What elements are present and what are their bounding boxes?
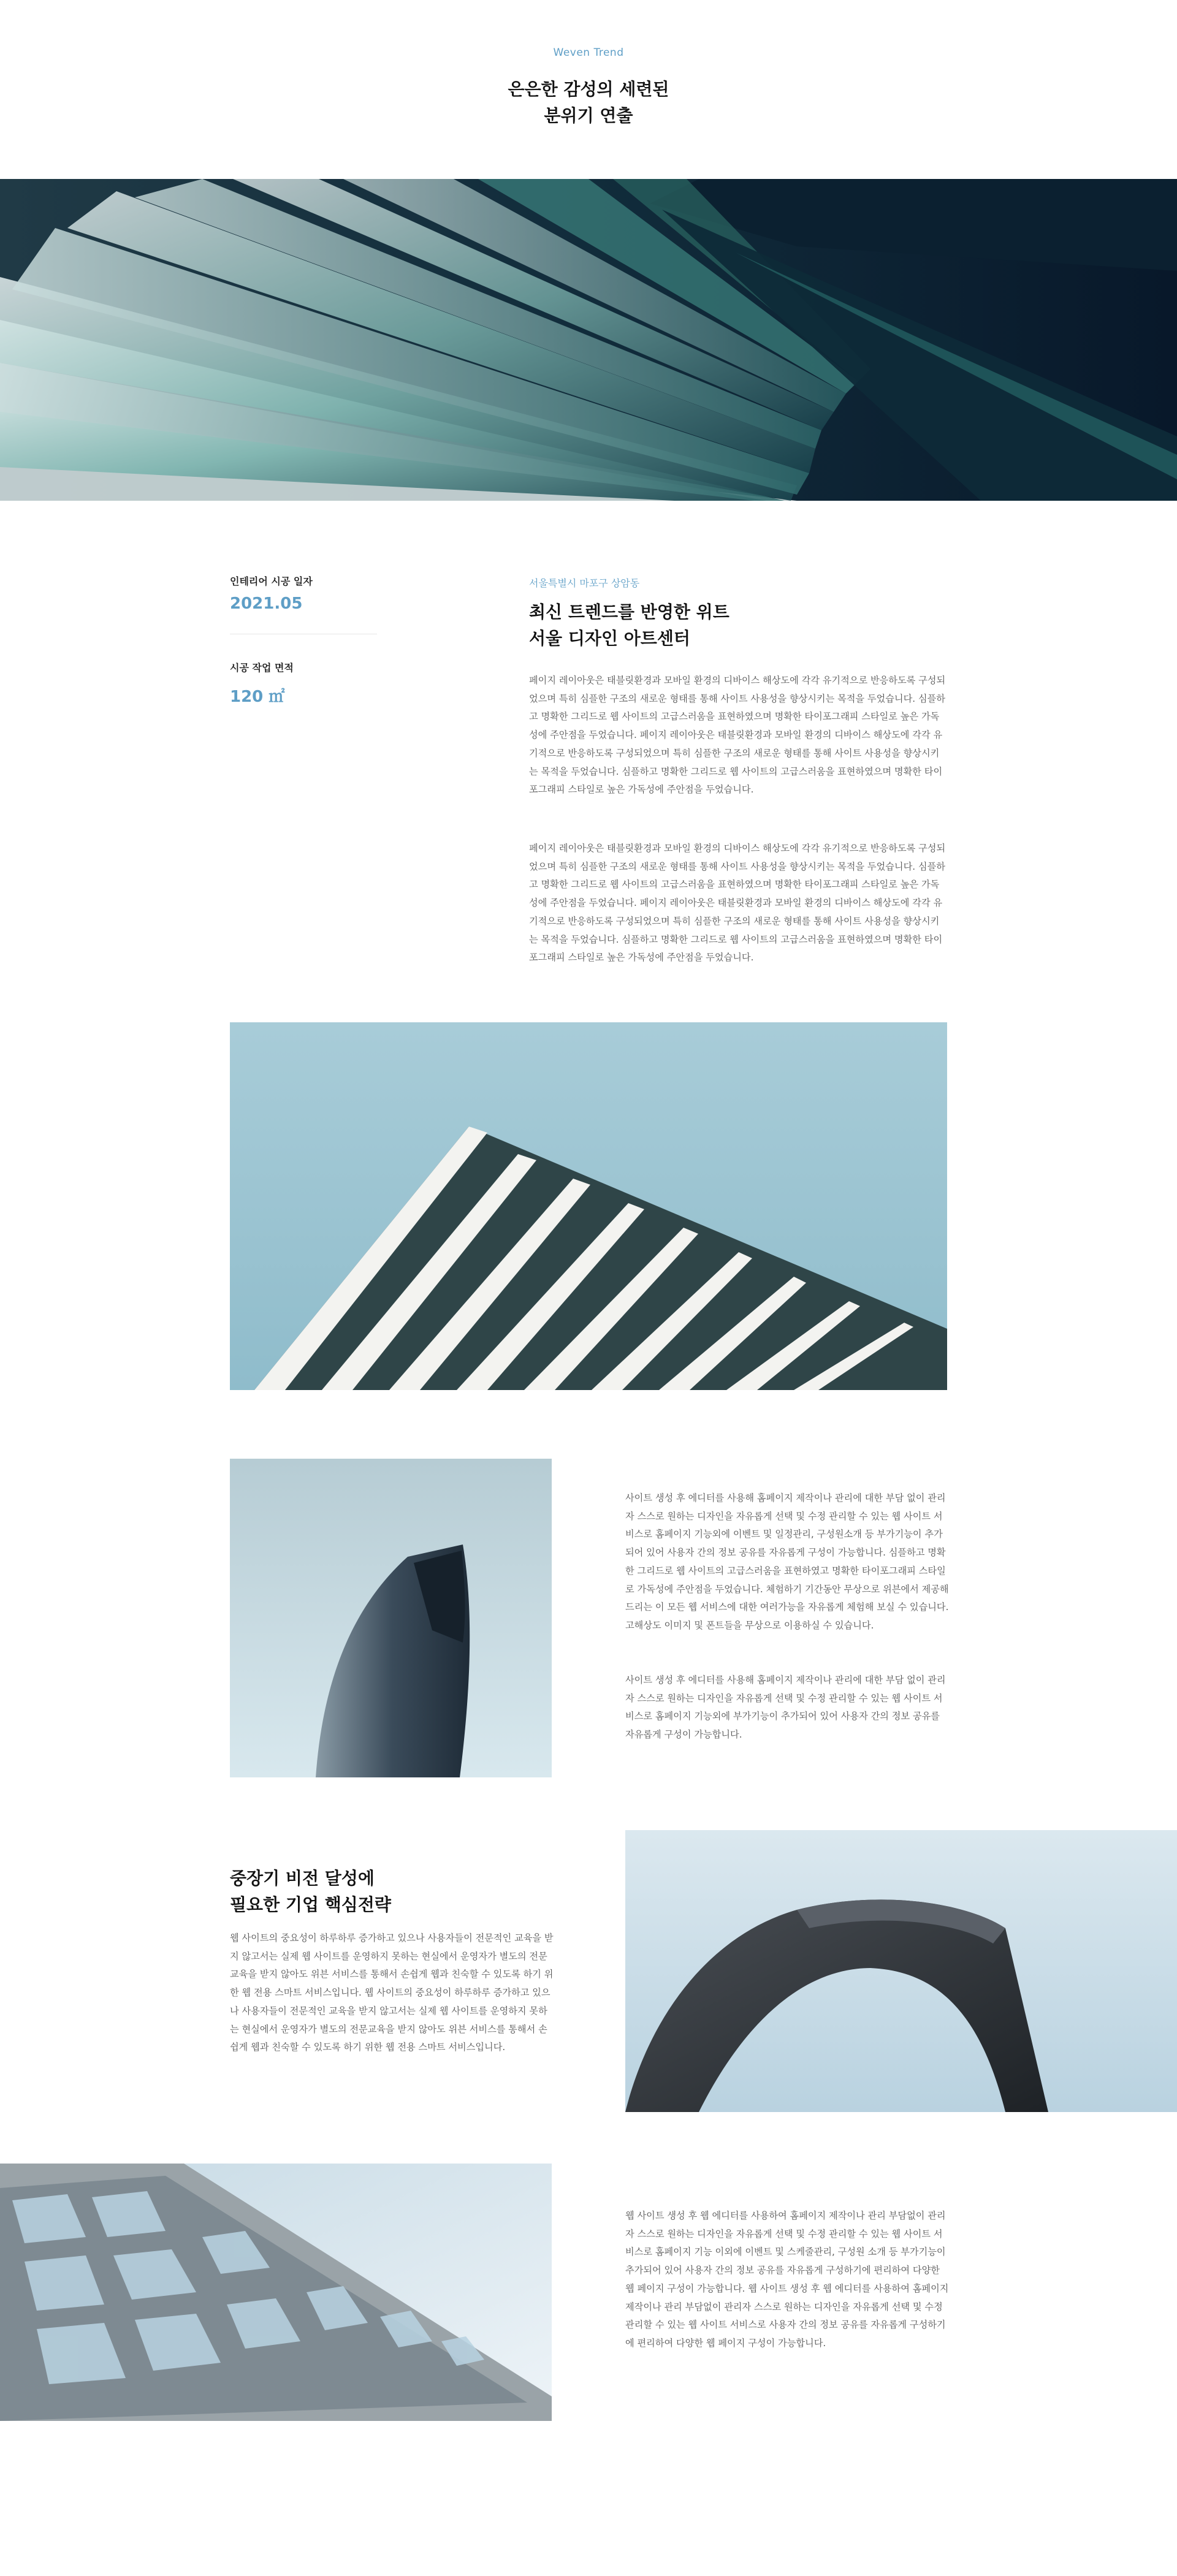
- project-location: 서울특별시 마포구 상암동: [529, 577, 640, 589]
- building-facade-image: [230, 1022, 947, 1390]
- vision-title-line1: 중장기 비전 달성에: [230, 1868, 375, 1888]
- vision-title-line2: 필요한 기업 핵심전략: [230, 1894, 391, 1915]
- page-title-line1: 은은한 감성의 세련된: [508, 79, 669, 99]
- project-description-1: 페이지 레이아웃은 태블릿환경과 모바일 환경의 디바이스 해상도에 각각 유기적으로 반응하도록 구성되었으며 특히 심플한 구조의 새로운 형태를 통해 사이트 사용성을 향상시키는 목적을 두었습니다. 심플하고 명확한 그리드로 웹 사이트의 고급스러움을 표현하였으며 명확한 타이포그래피 스타일로 높은 가독성에 주안점을 두었습니다. 페이지 레이아웃은 태블릿환경과 모바일 환경의 디바이스 해상도에 각각 유기적으로 반응하도록 구성되었으며 특히 심플한 구조의 새로운 형태를 통해 사이트 사용성을 향상시키는 목적을 두었습니다. 심플하고 명확한 그리드로 웹 사이트의 고급스러움을 표현하였으며 명확한 타이포그래피 스타일로 높은 가독성에 주안점을 두었습니다.: [529, 675, 946, 796]
- construction-date-label: 인테리어 시공 일자: [230, 576, 313, 587]
- project-title-line2: 서울 디자인 아트센터: [529, 628, 690, 648]
- project-title-line1: 최신 트렌드를 반영한 위트: [529, 602, 729, 622]
- construction-area-label: 시공 작업 면적: [230, 662, 294, 674]
- project-description-2: 페이지 레이아웃은 태블릿환경과 모바일 환경의 디바이스 해상도에 각각 유기적으로 반응하도록 구성되었으며 특히 심플한 구조의 새로운 형태를 통해 사이트 사용성을 향상시키는 목적을 두었습니다. 심플하고 명확한 그리드로 웹 사이트의 고급스러움을 표현하였으며 명확한 타이포그래피 스타일로 높은 가독성에 주안점을 두었습니다. 페이지 레이아웃은 태블릿환경과 모바일 환경의 디바이스 해상도에 각각 유기적으로 반응하도록 구성되었으며 특히 심플한 구조의 새로운 형태를 통해 사이트 사용성을 향상시키는 목적을 두었습니다. 심플하고 명확한 그리드로 웹 사이트의 고급스러움을 표현하였으며 명확한 타이포그래피 스타일로 높은 가독성에 주안점을 두었습니다.: [529, 843, 946, 963]
- construction-area-value: 120 ㎡: [230, 688, 285, 706]
- tower-image: [230, 1459, 552, 1777]
- vision-description: 웹 사이트의 중요성이 하루하루 증가하고 있으나 사용자들이 전문적인 교육을 받지 않고서는 실제 웹 사이트를 운영하지 못하는 현실에서 운영자가 별도의 전문교육을 받지 않아도 위븐 서비스를 통해서 손쉽게 웹과 친숙할 수 있도록 하기 위한 웹 전용 스마트 서비스입니다. 웹 사이트의 중요성이 하루하루 증가하고 있으나 사용자들이 전문적인 교육을 받지 않고서는 실제 웹 사이트를 운영하지 못하는 현실에서 운영자가 별도의 전문교육을 받지 않아도 위븐 서비스를 통해서 손쉽게 웹과 친숙할 수 있도록 하기 위한 웹 전용 스마트 서비스입니다.: [230, 1932, 554, 2053]
- tower-description-1: 사이트 생성 후 에디터를 사용해 홈페이지 제작이나 관리에 대한 부담 없이 관리자 스스로 원하는 디자인을 자유롭게 선택 및 수정 관리할 수 있는 웹 사이트 서비스로 홈페이지 기능외에 이벤트 및 일정관리, 구성원소개 등 부가기능이 추가되어 있어 사용자 간의 정보 공유를 자유롭게 구성이 가능합니다. 심플하고 명확한 그리드로 웹 사이트의 고급스러움을 표현하였고 명확한 타이포그래피 스타일로 가독성에 주안점을 두었습니다. 체험하기 기간동안 무상으로 위븐에서 제공해 드리는 이 모든 웹 서비스에 대한 여러가능을 자유롭게 체험해 보실 수 있습니다. 고해상도 이미지 및 폰트들을 무상으로 이용하실 수 있습니다.: [625, 1492, 949, 1631]
- closing-description: 웹 사이트 생성 후 웹 에디터를 사용하여 홈페이지 제작이나 관리 부담없이 관리자 스스로 원하는 디자인을 자유롭게 선택 및 수정 관리할 수 있는 웹 사이트 서비스로 홈페이지 기능 이외에 이벤트 및 스케줄관리, 구성원 소개 등 부가기능이 추가되어 있어 사용자 간의 정보 공유를 자유롭게 구성하기에 편리하여 다양한 웹 페이지 구성이 가능합니다. 웹 사이트 생성 후 웹 에디터를 사용하여 홈페이지 제작이나 관리 부담없이 관리자 스스로 원하는 디자인을 자유롭게 선택 및 수정 관리할 수 있는 웹 사이트 서비스로 사용자 간의 정보 공유를 자유롭게 구성하기에 편리하여 다양한 웹 페이지 구성이 가능합니다.: [625, 2210, 949, 2349]
- arch-sculpture-image: [625, 1830, 1177, 2112]
- section-eyebrow: Weven Trend: [553, 47, 624, 59]
- vision-title: [230, 1865, 598, 1918]
- glass-building-image: [0, 2164, 552, 2421]
- page-title-line2: 분위기 연출: [544, 105, 633, 126]
- tower-description-2: 사이트 생성 후 에디터를 사용해 홈페이지 제작이나 관리에 대한 부담 없이 관리자 스스로 원하는 디자인을 자유롭게 선택 및 수정 관리할 수 있는 웹 사이트 서비스로 홈페이지 기능외에 부가기능이 추가되어 있어 사용자 간의 정보 공유를 자유롭게 구성이 가능합니다.: [625, 1674, 946, 1741]
- hero-banner-image: [0, 179, 1177, 501]
- page-title: [0, 76, 1177, 129]
- construction-date-value: 2021.05: [230, 595, 303, 613]
- project-title: [529, 599, 958, 652]
